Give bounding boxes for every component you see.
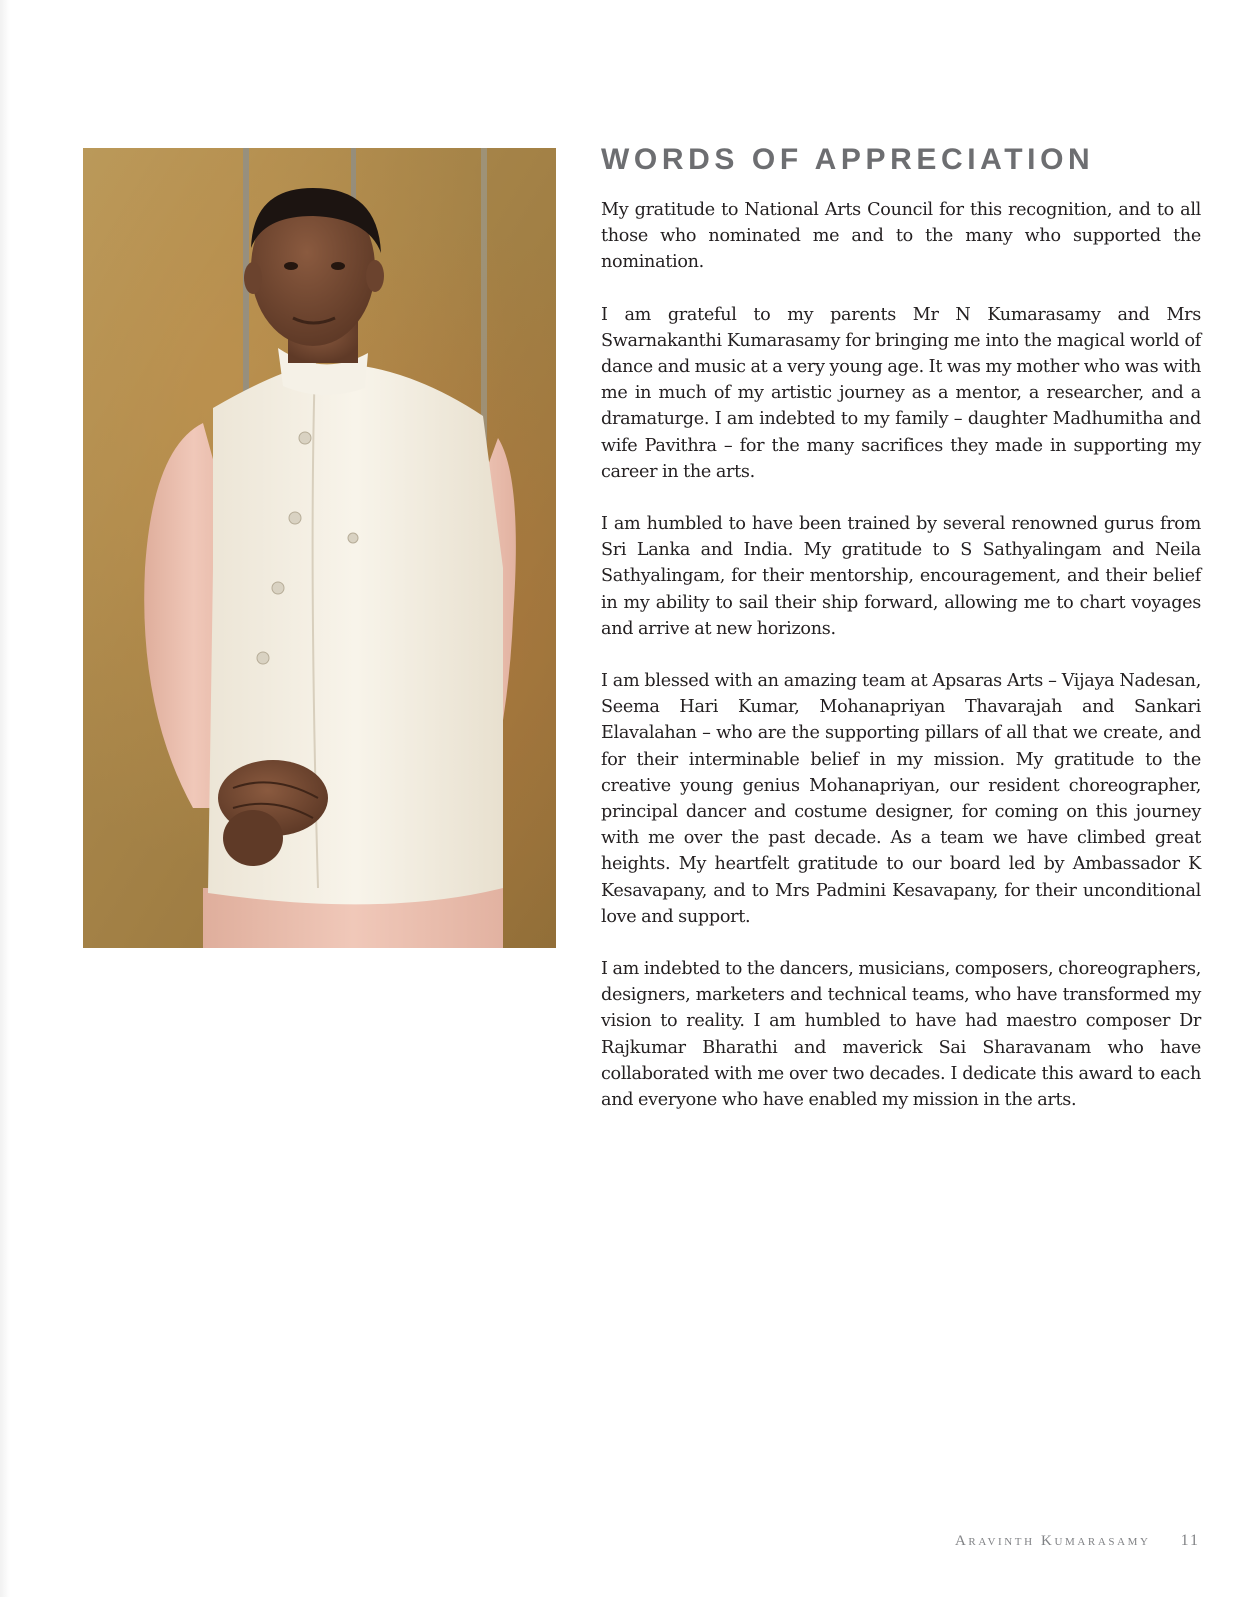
page-number: 11	[1180, 1532, 1200, 1549]
paragraph-gurus: I am humbled to have been trained by several renowned gurus from Sri Lanka and India. My gratitude to S Sathyalingam and Neila Sathyalingam, for their mentorship, encouragement, and their belief in my ability to sail their ship forward, allowing me to chart voyages and arrive at new horizons.	[601, 514, 1201, 639]
portrait-photo	[83, 148, 556, 948]
paragraph-team: I am blessed with an amazing team at Apsaras Arts – Vijaya Nadesan, Seema Hari Kumar, Mohanapriyan Thavarajah and Sankari Elavalahan – who are the supporting pillars of all that we create, and for their interminable belief in my mission. My gratitude to the creative young genius Mohanapriyan, our resident choreographer, principal dancer and costume designer, for coming on this journey with me over the past decade. As a team we have climbed great heights. My heartfelt gratitude to our board led by Ambassador K Kesavapany, and to Mrs Padmini Kesavapany, for their unconditional love and support.	[601, 671, 1201, 927]
page-footer	[955, 1532, 1200, 1550]
paragraph-dancers-musicians: I am indebted to the dancers, musicians, composers, choreographers, designers, marketers and technical teams, who have transformed my vision to reality. I am humbled to have had maestro composer Dr Rajkumar Bharathi and maverick Sai Sharavanam who have collaborated with me over two decades. I dedicate this award to each and everyone who have enabled my mission in the arts.	[601, 959, 1201, 1111]
page-title: WORDS OF APPRECIATION	[601, 143, 1095, 176]
appreciation-article	[601, 142, 1201, 1139]
footer-author-name: Aravinth Kumarasamy	[954, 1533, 1151, 1549]
paragraph-gratitude-nac: My gratitude to National Arts Council for this recognition, and to all those who nominated me and to the many who supported the nomination.	[601, 200, 1201, 273]
paragraph-parents-family: I am grateful to my parents Mr N Kumarasamy and Mrs Swarnakanthi Kumarasamy for bringing me into the magical world of dance and music at a very young age. It was my mother who was with me in much of my artistic journey as a mentor, a researcher, and a dramaturge. I am indebted to my family – daughter Madhumitha and wife Pavithra – for the many sacrifices they made in supporting my career in the arts.	[601, 304, 1201, 482]
page-edge-shadow	[0, 0, 10, 1597]
